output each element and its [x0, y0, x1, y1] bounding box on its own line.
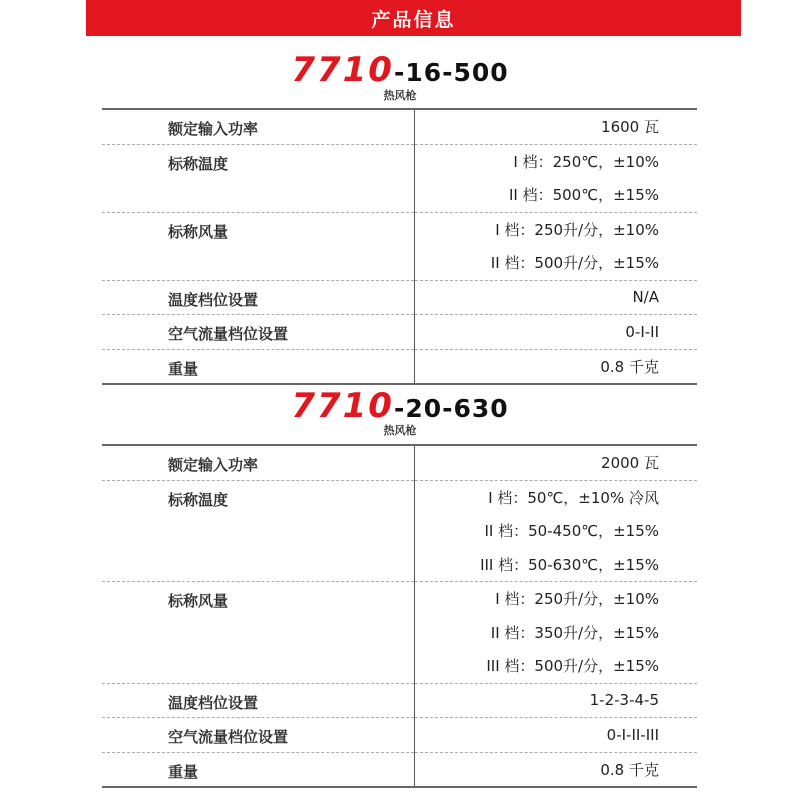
table-row — [102, 445, 697, 480]
table-row — [102, 752, 697, 787]
table-row — [102, 480, 697, 514]
spec-value: 1600 瓦 — [601, 118, 659, 137]
spec-label: 标称温度 — [102, 144, 414, 212]
spec-label: 温度档位设置 — [102, 683, 414, 718]
section-title: 产品信息 — [371, 8, 456, 31]
model-number: 7710 — [291, 50, 394, 90]
spec-label: 额定输入功率 — [102, 109, 414, 144]
spec-label: 空气流量档位设置 — [102, 718, 414, 753]
spec-value: II 档：50-450℃，±15% — [484, 522, 659, 541]
table-row — [102, 315, 697, 350]
spec-label: 标称温度 — [102, 480, 414, 582]
spec-label: 标称风量 — [102, 582, 414, 684]
model-heading-1 — [0, 50, 800, 90]
product-subtitle-1: 热风枪 — [383, 89, 417, 102]
spec-value: 1-2-3-4-5 — [414, 683, 697, 718]
section-banner — [86, 0, 741, 36]
spec-value: 0.8 千克 — [414, 752, 697, 787]
spec-value: III 档：500升/分，±15% — [486, 657, 659, 676]
product-subtitle-2: 热风枪 — [383, 424, 417, 437]
model-number: 7710 — [291, 386, 394, 426]
spec-value: 0-I-II — [414, 315, 697, 350]
table-row — [102, 718, 697, 753]
table-row — [102, 582, 697, 616]
spec-value: III 档：50-630℃，±15% — [480, 555, 659, 574]
table-row — [102, 349, 697, 384]
spec-value: II 档：500℃，±15% — [508, 186, 659, 205]
model-heading-2 — [0, 386, 800, 426]
spec-label: 额定输入功率 — [102, 445, 414, 480]
spec-label: 空气流量档位设置 — [102, 315, 414, 350]
spec-value: II 档：500升/分，±15% — [490, 254, 659, 273]
spec-value: I 档：50℃，±10% 冷风 — [414, 480, 697, 514]
spec-value: 0.8 千克 — [414, 349, 697, 384]
spec-table-1 — [102, 108, 697, 385]
spec-value: I 档：250℃，±10% — [414, 144, 697, 178]
spec-label: 重量 — [102, 752, 414, 787]
model-suffix: -20-630 — [393, 394, 509, 423]
table-row — [102, 109, 697, 144]
spec-value: N/A — [414, 280, 697, 315]
spec-value: I 档：250升/分，±10% — [414, 582, 697, 616]
spec-label: 标称风量 — [102, 212, 414, 280]
spec-value: 2000 瓦 — [601, 454, 659, 473]
spec-table-2 — [102, 444, 697, 788]
table-row — [102, 683, 697, 718]
model-suffix: -16-500 — [393, 58, 509, 87]
table-row — [102, 212, 697, 246]
spec-label: 重量 — [102, 349, 414, 384]
spec-value: I 档：250升/分，±10% — [414, 212, 697, 246]
spec-value: II 档：350升/分，±15% — [490, 623, 659, 642]
table-row — [102, 144, 697, 178]
spec-value: 0-I-II-III — [414, 718, 697, 753]
spec-label: 温度档位设置 — [102, 280, 414, 315]
table-row — [102, 280, 697, 315]
